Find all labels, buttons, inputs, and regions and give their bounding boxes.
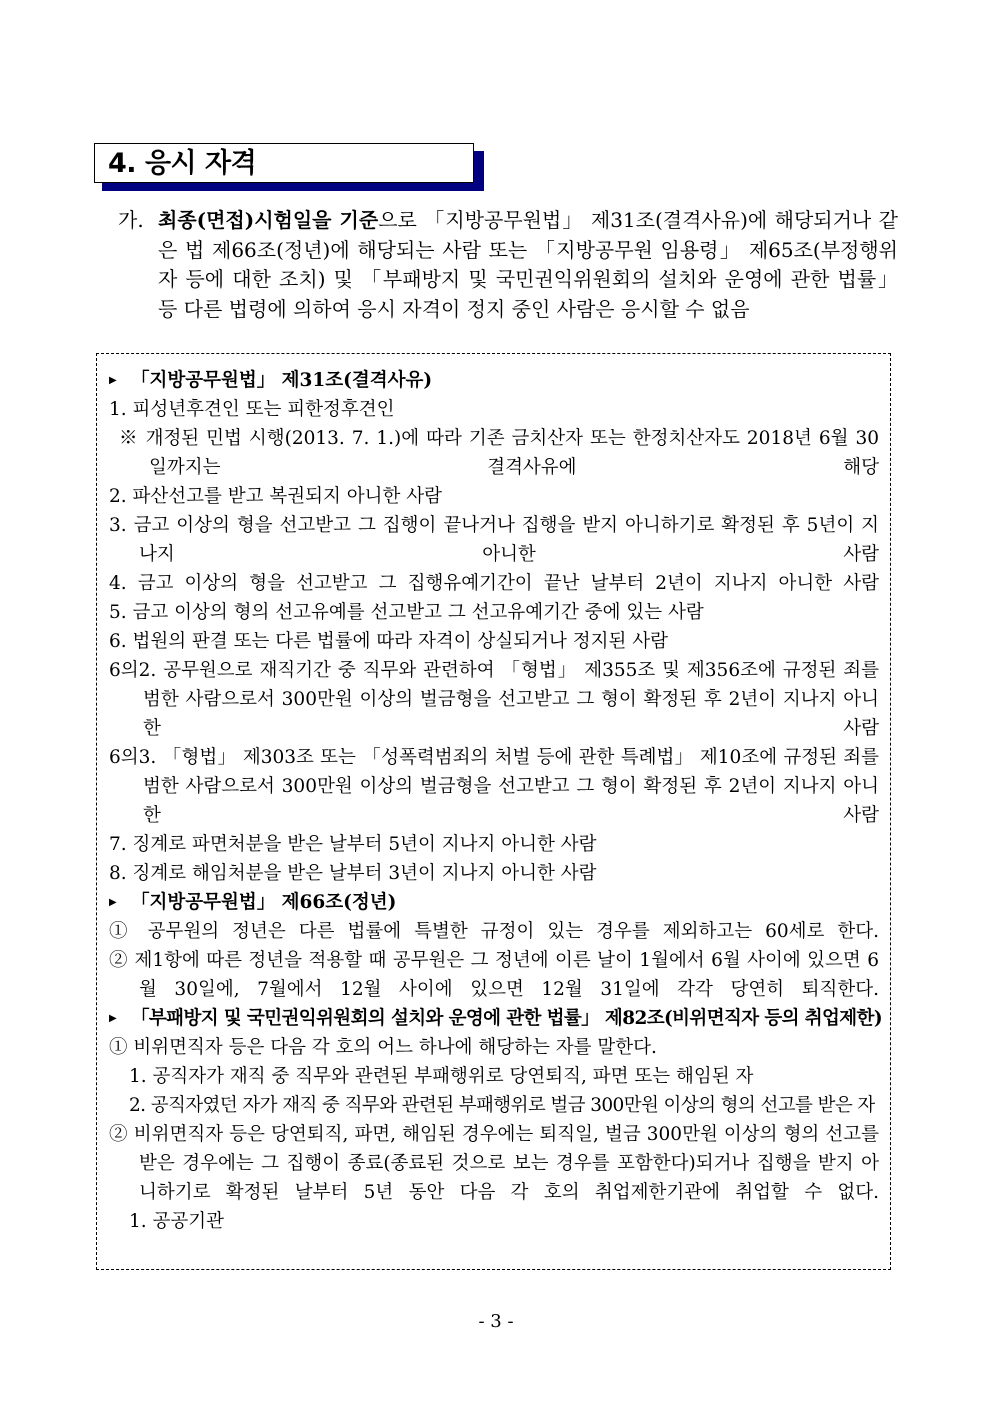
law82-item-2: ② 비위면직자 등은 당연퇴직, 파면, 해임된 경우에는 퇴직일, 벌금 300만원 이상의 형의 선고를 받은 경우에는 그 집행이 종료(종료된 것으로 보는 경우를 포함한다)되거나 집행을 받지 아니하기로 확정된 날부터 5년 동안 다음 각 호의 취업제한기관에 취업할 수 없다. [109, 1124, 879, 1203]
law82-heading: ▶ 「부패방지 및 국민권익위원회의 설치와 운영에 관한 법률」 제82조(비위면직자 등의 취업제한) [109, 1004, 879, 1033]
law31-item-8: 8. 징계로 해임처분을 받은 날부터 3년이 지나지 아니한 사람 [109, 863, 597, 884]
law66-item-2: ② 제1항에 따른 정년을 적용할 때 공무원은 그 정년에 이른 날이 1월에서 6월 사이에 있으면 6월 30일에, 7월에서 12월 사이에 있으면 12월 31일에 각각 당연히 퇴직한다. [109, 950, 879, 1000]
law66-heading: ▶ 「지방공무원법」 제66조(정년) [109, 888, 879, 917]
law31-item-1: 1. 피성년후견인 또는 피한정후견인 [109, 399, 395, 420]
section-title: 4. 응시 자격 [108, 148, 257, 179]
page-number: - 3 - [478, 1311, 514, 1332]
heading-box [94, 143, 474, 183]
law-excerpt-content [109, 366, 882, 1236]
law-excerpt-box [96, 353, 891, 1270]
intro-body [158, 206, 898, 324]
intro-rest: 으로 「지방공무원법」 제31조(결격사유)에 해당되거나 같은 법 제66조(정년)에 해당되는 사람 또는 「지방공무원 임용령」 제65조(부정행위자 등에 대한 조치) 및 「부패방지 및 국민권익위원회의 설치와 운영에 관한 법률」 등 다른 법령에 의하여 응시 자격이 정지 중인 사람은 응시할 수 없음 [158, 208, 898, 321]
law31-item-3: 3. 금고 이상의 형을 선고받고 그 집행이 끝나거나 집행을 받지 아니하기로 확정된 후 5년이 지나지 아니한 사람 [109, 515, 879, 565]
law31-item-2: 2. 파산선고를 받고 복권되지 아니한 사람 [109, 486, 442, 507]
section-heading [94, 143, 486, 193]
law82-sub-3: 1. 공공기관 [129, 1211, 225, 1232]
law31-item-4: 4. 금고 이상의 형을 선고받고 그 집행유예기간이 끝난 날부터 2년이 지나지 아니한 사람 [109, 573, 879, 594]
law31-item-5: 5. 금고 이상의 형의 선고유예를 선고받고 그 선고유예기간 중에 있는 사람 [109, 602, 704, 623]
law31-item-6: 6. 법원의 판결 또는 다른 법률에 따라 자격이 상실되거나 정지된 사람 [109, 631, 668, 652]
law31-item-7: 7. 징계로 파면처분을 받은 날부터 5년이 지나지 아니한 사람 [109, 834, 597, 855]
law31-heading: ▶ 「지방공무원법」 제31조(결격사유) [109, 366, 879, 395]
law82-sub-2: 2. 공직자였던 자가 재직 중 직무와 관련된 부패행위로 벌금 300만원 이상의 형의 선고를 받은 자 [129, 1095, 875, 1116]
law82-sub-1: 1. 공직자가 재직 중 직무와 관련된 부패행위로 당연퇴직, 파면 또는 해임된 자 [129, 1066, 754, 1087]
law31-note: ※ 개정된 민법 시행(2013. 7. 1.)에 따라 기존 금치산자 또는 한정치산자도 2018년 6월 30일까지는 결격사유에 해당 [119, 428, 879, 478]
intro-bold: 최종(면접)시험일을 기준 [158, 208, 379, 232]
law31-item-6-3: 6의3. 「형법」 제303조 또는 「성폭력범죄의 처벌 등에 관한 특례법」 제10조에 규정된 죄를 범한 사람으로서 300만원 이상의 벌금형을 선고받고 그 형이 확정된 후 2년이 지나지 아니한 사람 [109, 747, 879, 826]
law31-item-6-2: 6의2. 공무원으로 재직기간 중 직무와 관련하여 「형법」 제355조 및 제356조에 규정된 죄를 범한 사람으로서 300만원 이상의 벌금형을 선고받고 그 형이 확정된 후 2년이 지나지 아니한 사람 [109, 660, 879, 739]
law82-item-1: ① 비위면직자 등은 다음 각 호의 어느 하나에 해당하는 자를 말한다. [109, 1037, 657, 1058]
intro-label: 가. [118, 208, 144, 232]
law66-item-1: ① 공무원의 정년은 다른 법률에 특별한 규정이 있는 경우를 제외하고는 60세로 한다. [109, 921, 879, 942]
